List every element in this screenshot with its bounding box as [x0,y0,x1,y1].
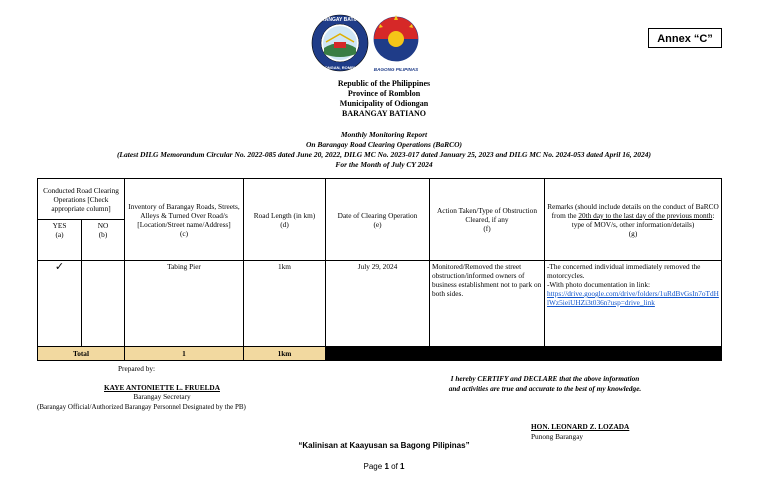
header-no-text: NO [97,221,109,230]
preparer-name: KAYE ANTONIETTE L. FRUELDA [104,383,220,392]
header-action-letter: (f) [483,224,491,233]
total-length: 1km [244,347,326,361]
page-number [0,462,768,471]
row-remarks [545,261,722,347]
approver-name: HON. LEONARD Z. LOZADA [531,422,630,431]
seal-bottom-text: ODIONGAN, ROMBLON [317,65,363,70]
row-inventory: Tabing Pier [125,261,244,347]
header-action [430,179,545,261]
monitoring-table [37,178,722,361]
bagong-pilipinas-text: BAGONG PILIPINAS [373,67,419,72]
approver-title: Punong Barangay [531,432,584,441]
report-memo: (Latest DILG Memorandum Circular No. 2022-085 dated June 20, 2022, DILG MC No. 2023-017 dated January 25, 2023 and DILG MC No. 2024-053 dated April 16, 2024) [116,150,652,159]
report-period: For the Month of July CY 2024 [335,160,433,169]
certify-line-2: and activities are true and accurate to the best of my knowledge. [448,384,642,393]
row-date: July 29, 2024 [326,261,430,347]
page-of: of [391,462,398,471]
header-length [244,179,326,261]
header-barangay: BARANGAY BATIANO [342,109,426,118]
row-remarks-1: -The concerned individual immediately removed the motorcycles. [547,262,701,280]
header-conducted: Conducted Road Clearing Operations [Check appropriate column] [38,179,125,220]
logos-svg [308,12,428,74]
report-title: Monthly Monitoring Report [340,130,428,139]
header-province: Province of Romblon [347,89,421,98]
header-municipality: Municipality of Odiongan [339,99,429,108]
header-action-text: Action Taken/Type of Obstruction Cleared, if any [437,206,537,224]
header-length-letter: (d) [280,219,289,229]
header-length-text: Road Length (in km) [253,210,316,220]
row-action: Monitored/Removed the street obstruction/informed owners of business establishment not to park on both sides. [430,261,545,347]
row-yes-check: ✓ [38,261,82,347]
row-remarks-link[interactable]: https://drive.google.com/drive/folders/1uRdBvGsIn7oTdHlWz5ieiUHZi3t036n?usp=drive_link [547,289,719,307]
header-date-text: Date of Clearing Operation [337,210,418,220]
preparer-block [37,383,287,401]
row-remarks-2: -With photo documentation in link: [547,280,651,289]
page-current: 1 [384,462,389,471]
barangay-seal-logo [312,15,368,71]
report-subtitle: On Barangay Road Clearing Operations (BaRCO) [305,140,463,149]
annex-label: Annex “C” [648,28,722,48]
footer-quote: “Kalinisan at Kaayusan sa Bagong Pilipinas” [298,441,470,450]
page-total: 1 [400,462,405,471]
header-logos [308,12,428,74]
bagong-pilipinas-logo [374,15,419,72]
prepared-by-label: Prepared by: [118,364,156,373]
row-length: 1km [244,261,326,347]
header-no [82,220,125,261]
table-row [38,261,722,347]
total-label: Total [38,347,125,361]
table-header-row [38,179,722,220]
header-date-letter: (e) [373,219,382,229]
total-blank [326,347,722,361]
header-remarks-post: : type of MOV/s, other information/details) [571,210,715,229]
seal-top-text: BARANGAY BATIANO [313,17,367,23]
certify-block [400,374,690,394]
total-row [38,347,722,361]
preparer-note: (Barangay Official/Authorized Barangay Personnel Designated by the PB) [37,403,246,411]
header-date [326,179,430,261]
header-republic: Republic of the Philippines [337,79,431,88]
preparer-title: Barangay Secretary [133,392,191,401]
header-inventory-letter: (c) [179,228,189,238]
header-yes-letter: (a) [55,230,64,239]
header-no-letter: (b) [98,230,108,239]
header-remarks [545,179,722,261]
header-remarks-underlined: 20th day to the last day of the previous month [578,210,713,220]
header-yes-text: YES [52,221,67,230]
page-word: Page [363,462,383,471]
header-yes [38,220,82,261]
header-remarks-pre: Remarks (should include details on the conduct of BaRCO from the [547,201,719,220]
approver-block [531,422,629,442]
total-inventory: 1 [125,347,244,361]
certify-line-1: I hereby CERTIFY and DECLARE that the above information [450,374,640,383]
header-inventory [125,179,244,261]
header-inventory-text: Inventory of Barangay Roads, Streets, Alleys & Turned Over Road/s [Location/Street name/Address] [128,201,240,229]
row-no-check [82,261,125,347]
header-remarks-letter: (g) [628,228,638,238]
